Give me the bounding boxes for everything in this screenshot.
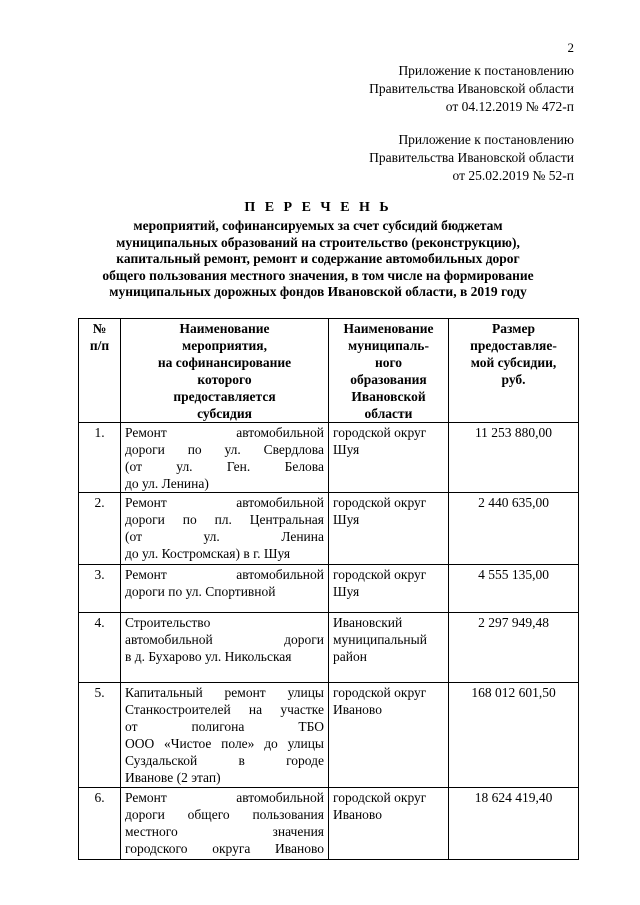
subsidy-amount: 18 624 419,40: [449, 788, 579, 860]
table-row: [79, 788, 579, 860]
subtitle-line: общего пользования местного значения, в том числе на формирование: [102, 267, 534, 283]
table-row: [79, 683, 579, 788]
table-row: [79, 613, 579, 683]
header-number: № п/п: [79, 319, 121, 423]
measures-table: [78, 318, 579, 860]
document-subtitle: [60, 218, 576, 301]
appendix-line: Правительства Ивановской области: [369, 81, 574, 96]
subsidy-amount: 2 440 635,00: [449, 493, 579, 565]
table-row: [79, 493, 579, 565]
subtitle-line: муниципальных образований на строительство (реконструкцию),: [116, 234, 520, 250]
subtitle-line: мероприятий, софинансируемых за счет субсидий бюджетам: [133, 218, 503, 233]
subsidy-amount: 2 297 949,48: [449, 613, 579, 683]
row-number: 4.: [79, 613, 121, 683]
municipality: городской округ Иваново: [329, 683, 449, 788]
measure-name: Ремонт автомобильной дороги по пл. Центральная (от ул. Ленина до ул. Костромская) в г. Шуя: [121, 493, 329, 565]
row-number: 6.: [79, 788, 121, 860]
row-number: 2.: [79, 493, 121, 565]
table-header-row: [79, 319, 579, 423]
appendix-line: от 25.02.2019 № 52-п: [452, 168, 574, 183]
measure-name: Капитальный ремонт улицы Станкостроителей на участке от полигона ТБО ООО «Чистое поле» до улицы Суздальской в городе Иванове (2 этап): [121, 683, 329, 788]
appendix-reference-1: [300, 62, 574, 116]
document-title: П Е Р Е Ч Е Н Ь: [244, 200, 392, 215]
subsidy-amount: 168 012 601,50: [449, 683, 579, 788]
row-number: 5.: [79, 683, 121, 788]
measure-name: Строительство автомобильной дороги в д. Бухарово ул. Никольская: [121, 613, 329, 683]
municipality: городской округ Шуя: [329, 423, 449, 493]
subtitle-line: муниципальных дорожных фондов Ивановской области, в 2019 году: [109, 284, 527, 300]
table-row: [79, 565, 579, 613]
subtitle-line: капитальный ремонт, ремонт и содержание автомобильных дорог: [116, 251, 520, 267]
municipality: городской округ Шуя: [329, 493, 449, 565]
appendix-reference-2: [300, 131, 574, 185]
subsidy-amount: 4 555 135,00: [449, 565, 579, 613]
municipality: Ивановский муниципальный район: [329, 613, 449, 683]
appendix-line: Приложение к постановлению: [398, 132, 574, 147]
measure-name: Ремонт автомобильной дороги по ул. Спортивной: [121, 565, 329, 613]
table-row: [79, 423, 579, 493]
header-subsidy-amount: Размер предоставляе- мой субсидии, руб.: [449, 319, 579, 423]
measure-name: Ремонт автомобильной дороги общего пользования местного значения городского округа Иваново: [121, 788, 329, 860]
measure-name: Ремонт автомобильной дороги по ул. Свердлова (от ул. Ген. Белова до ул. Ленина): [121, 423, 329, 493]
municipality: городской округ Шуя: [329, 565, 449, 613]
appendix-line: Правительства Ивановской области: [369, 150, 574, 165]
header-municipality: Наименование муниципаль- ного образования Ивановской области: [329, 319, 449, 423]
row-number: 3.: [79, 565, 121, 613]
appendix-line: от 04.12.2019 № 472-п: [445, 99, 574, 114]
header-measure-name: Наименование мероприятия, на софинансирование которого предоставляется субсидия: [121, 319, 329, 423]
appendix-line: Приложение к постановлению: [398, 63, 574, 78]
row-number: 1.: [79, 423, 121, 493]
municipality: городской округ Иваново: [329, 788, 449, 860]
subsidy-amount: 11 253 880,00: [449, 423, 579, 493]
page-number: 2: [567, 40, 574, 55]
